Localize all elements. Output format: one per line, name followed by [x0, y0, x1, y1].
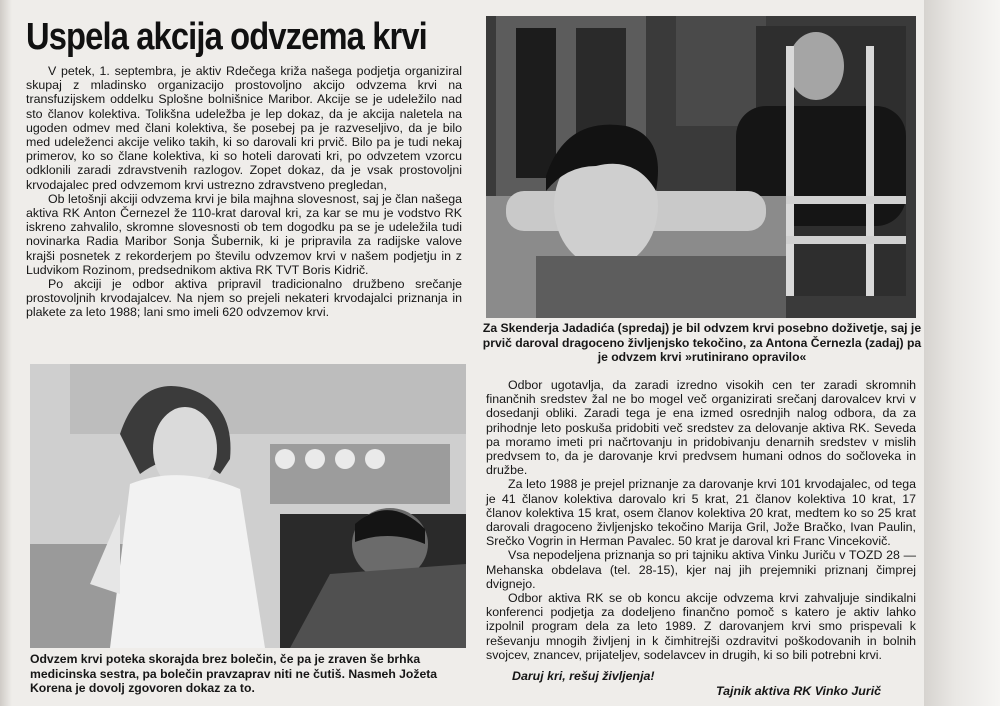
author-signature: Tajnik aktiva RK Vinko Jurič — [716, 684, 882, 698]
article-headline: Uspela akcija odvzema krvi — [26, 16, 427, 58]
paragraph-6: Vsa nepodeljena priznanja so pri tajniku aktiva Vinku Juriču v TOZD 28 — Mehanska obdelava (tel. 28-15), kjer naj jih prejemniki priznanj čimprej dvignejo. — [486, 548, 916, 591]
photo-caption-top: Za Skenderja Jadadića (spredaj) je bil odvzem krvi posebno doživetje, saj je prvič daroval dragoceno življenjsko tekočino, za Antona Černezla (zadaj) pa je odvzem krvi »rutinirano opravilo« — [482, 321, 922, 365]
photo-blood-donors-image — [486, 16, 916, 318]
paragraph-5: Za leto 1988 je prejel priznanje za darovanje krvi 101 krvodajalec, od tega je 41 članov kolektiva darovalo kri 5 krat, 21 članov kolektiva 10 krat, 17 članov kolektiva 15 krat, osem članov kolektiva 20 krat, medtem ko so 25 krat darovali dragoceno življenjsko tekočino Marija Gril, Jože Bračko, Ivan Paulin, Srečko Vogrin in Herman Pavalec. 50 krat je daroval kri Franc Vincekovič. — [486, 477, 916, 549]
photo-blood-donors — [486, 16, 916, 318]
paragraph-3: Po akciji je odbor aktiva pripravil tradicionalno družbeno srečanje prostovoljnih krvodajalcev. Na njem so prejeli nekateri krvodajalci priznanja in plakete za leto 1988; lani smo imeli 620 odvzemov krvi. — [26, 277, 462, 320]
photo-nurse-donor — [30, 364, 466, 648]
photo-nurse-donor-image — [30, 364, 466, 648]
page-edge — [924, 0, 1000, 706]
paragraph-4: Odbor ugotavlja, da zaradi izredno visokih cen ter zaradi skromnih finančnih sredstev žal ne bo mogel več organizirati srečanj darovalcev krvi v dosedanji obliki. Zaradi tega je ena izmed osrednjih nalog odbora, da za prihodnje leto poskuša pridobiti več sredstev za delovanje aktiva RK. Seveda pa moramo imeti pri načrtovanju in pridobivanju denarnih sredstev v mislih predvsem to, da je darovanje krvi predvsem humani odnos do sočloveka in družbe. — [486, 378, 916, 478]
article-column-right — [486, 378, 916, 662]
paragraph-2: Ob letošnji akciji odvzema krvi je bila majhna slovesnost, saj je član našega aktiva RK Anton Černezel že 110-krat daroval kri, za kar se mu je vodstvo RK iskreno zahvalilo, skromne slovesnosti ob tem dogodku pa se je udeležila tudi novinarka Radia Maribor Sonja Šubernik, ki je pripravila za radijske valove krajši posnetek z rekorderjem po številu odvzemov krvi v našem podjetju in z Ludvikom Rozinom, predsednikom aktiva RK TVT Boris Kidrič. — [26, 191, 462, 277]
paragraph-1: V petek, 1. septembra, je aktiv Rdečega križa našega podjetja organiziral skupaj z mladinsko organizacijo prostovoljno akcijo odvzema krvi na transfuzijskem oddelku Splošne bolnišnice Maribor. Akcije se je udeležilo nad sto članov kolektiva. Tolikšna udeležba je lep dokaz, da je akcija naletela na ugoden odmev med člani kolektiva, še posebej pa je razveseljivo, da je bilo med udeleženci akcije veliko takih, ki so darovali kri prvič. Bilo pa je tudi nekaj primerov, ko so člane kolektiva, ki so hoteli darovati kri, po odvzetem vzorcu odklonili zaradi zdravstvenih razlogov. Zopet dokaz, da je vsak prostovoljni krvodajalec pred odvzemom krvi ustrezno zdravstveno pregledan, — [26, 64, 462, 192]
closing-slogan: Daruj kri, rešuj življenja! — [512, 669, 655, 683]
photo-caption-bottom: Odvzem krvi poteka skorajda brez bolečin, če pa je zraven še brhka medicinska sestra, pa bolečin pravzaprav niti ne čutiš. Nasmeh Jožeta Korena je dovolj zgovoren dokaz za to. — [30, 652, 438, 696]
paragraph-7: Odbor aktiva RK se ob koncu akcije odvzema krvi zahvaljuje sindikalni konferenci podjetja za dodeljeno finančno pomoč s katero je aktiv lahko izpolnil program dela za leto 1989. Z darovanjem krvi smo prispevali k reševanju mnogih življenj in k čimhitrejši ozdravitvi poškodovanih in bolnih svojcev, znancev, prijateljev, sodelavcev in drugih, ki so bili potrebni krvi. — [486, 591, 916, 662]
page-left-shadow — [0, 0, 12, 706]
article-column-left — [26, 64, 462, 320]
